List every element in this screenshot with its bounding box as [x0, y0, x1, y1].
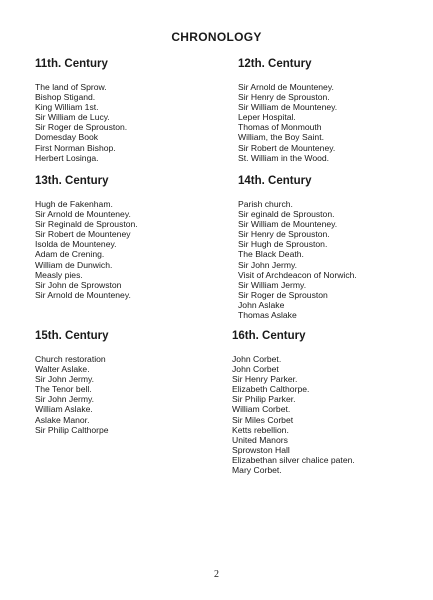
list-item: The Black Death.: [238, 249, 304, 260]
list-item: Parish church.: [238, 199, 293, 209]
section-16th-century: [232, 330, 422, 475]
page-title: CHRONOLOGY: [171, 30, 262, 44]
list-item: John Corbet.: [232, 354, 282, 364]
section-14th-century: [238, 175, 428, 320]
section-heading: 11th. Century: [35, 58, 108, 70]
list-item: King William 1st.: [35, 102, 99, 113]
list-item: Sprowston Hall: [232, 444, 290, 455]
section-heading: 15th. Century: [35, 330, 109, 342]
list-item: Herbert Losinga.: [35, 152, 99, 163]
list-item: Sir William de Lucy.: [35, 112, 110, 123]
event-list: [232, 354, 422, 475]
section-11th-century: [35, 58, 225, 163]
list-item: First Norman Bishop.: [35, 142, 116, 153]
list-item: Sir John Jermy.: [238, 259, 298, 270]
list-item: Aslake Manor.: [35, 414, 90, 425]
list-item: Sir Robert de Mounteney.: [238, 142, 336, 153]
list-item: John Aslake: [238, 299, 285, 310]
list-item: Sir Henry Parker.: [232, 374, 298, 385]
list-item: Sir Arnold de Mounteney.: [35, 289, 131, 300]
list-item: Adam de Crening.: [35, 249, 105, 260]
list-item: Sir Robert de Mounteney: [35, 229, 131, 240]
list-item: Sir John Jermy.: [35, 394, 95, 405]
list-item: Sir Miles Corbet: [232, 414, 294, 425]
list-item: Leper Hospital.: [238, 112, 296, 123]
list-item: William de Dunwich.: [35, 259, 113, 270]
section-heading: 16th. Century: [232, 330, 306, 342]
list-item: St. William in the Wood.: [238, 152, 330, 163]
list-item: Sir Philip Calthorpe: [35, 424, 109, 435]
list-item: Sir Hugh de Sprouston.: [238, 239, 328, 250]
event-list: [35, 354, 225, 435]
list-item: William Aslake.: [35, 404, 93, 415]
list-item: Ketts rebellion.: [232, 424, 289, 435]
event-list: [35, 82, 225, 163]
list-item: Measly pies.: [35, 269, 83, 280]
list-item: The Tenor bell.: [35, 384, 92, 395]
list-item: Isolda de Mounteney.: [35, 239, 117, 250]
list-item: The land of Sprow.: [35, 82, 107, 92]
list-item: Sir eginald de Sprouston.: [238, 209, 335, 220]
list-item: Sir John Jermy.: [35, 374, 95, 385]
list-item: Sir Henry de Sprouston.: [238, 229, 330, 240]
list-item: William, the Boy Saint.: [238, 132, 324, 143]
list-item: Thomas Aslake: [238, 310, 297, 321]
list-item: Mary Corbet.: [232, 465, 282, 476]
event-list: [35, 199, 225, 300]
section-13th-century: [35, 175, 225, 300]
list-item: Elizabethan silver chalice paten.: [232, 454, 355, 465]
list-item: Sir William de Mounteney.: [238, 102, 338, 113]
list-item: Sir John de Sprowston: [35, 279, 122, 290]
list-item: Church restoration: [35, 354, 106, 364]
list-item: Elizabeth Calthorpe.: [232, 384, 310, 395]
list-item: Sir Roger de Sprouston: [238, 289, 328, 300]
list-item: United Manors: [232, 434, 288, 445]
section-15th-century: [35, 330, 225, 435]
list-item: Domesday Book: [35, 132, 99, 143]
list-item: Sir Henry de Sprouston.: [238, 92, 330, 103]
list-item: Sir Arnold de Mounteney.: [35, 209, 131, 220]
list-item: Sir Roger de Sprouston.: [35, 122, 128, 133]
event-list: [238, 82, 428, 163]
list-item: Sir Arnold de Mounteney.: [238, 82, 334, 92]
section-heading: 14th. Century: [238, 175, 312, 187]
list-item: Visit of Archdeacon of Norwich.: [238, 269, 357, 280]
list-item: Walter Aslake.: [35, 364, 90, 375]
list-item: Sir William Jermy.: [238, 279, 307, 290]
section-heading: 12th. Century: [238, 58, 312, 70]
section-12th-century: [238, 58, 428, 163]
list-item: John Corbet: [232, 364, 279, 375]
list-item: William Corbet.: [232, 404, 291, 415]
page-number: 2: [214, 569, 219, 580]
list-item: Hugh de Fakenham.: [35, 199, 113, 209]
list-item: Sir Philip Parker.: [232, 394, 296, 405]
section-heading: 13th. Century: [35, 175, 109, 187]
list-item: Sir Reginald de Sprouston.: [35, 219, 138, 230]
list-item: Thomas of Monmouth: [238, 122, 322, 133]
list-item: Bishop Stigand.: [35, 92, 96, 103]
event-list: [238, 199, 428, 320]
list-item: Sir William de Mounteney.: [238, 219, 338, 230]
